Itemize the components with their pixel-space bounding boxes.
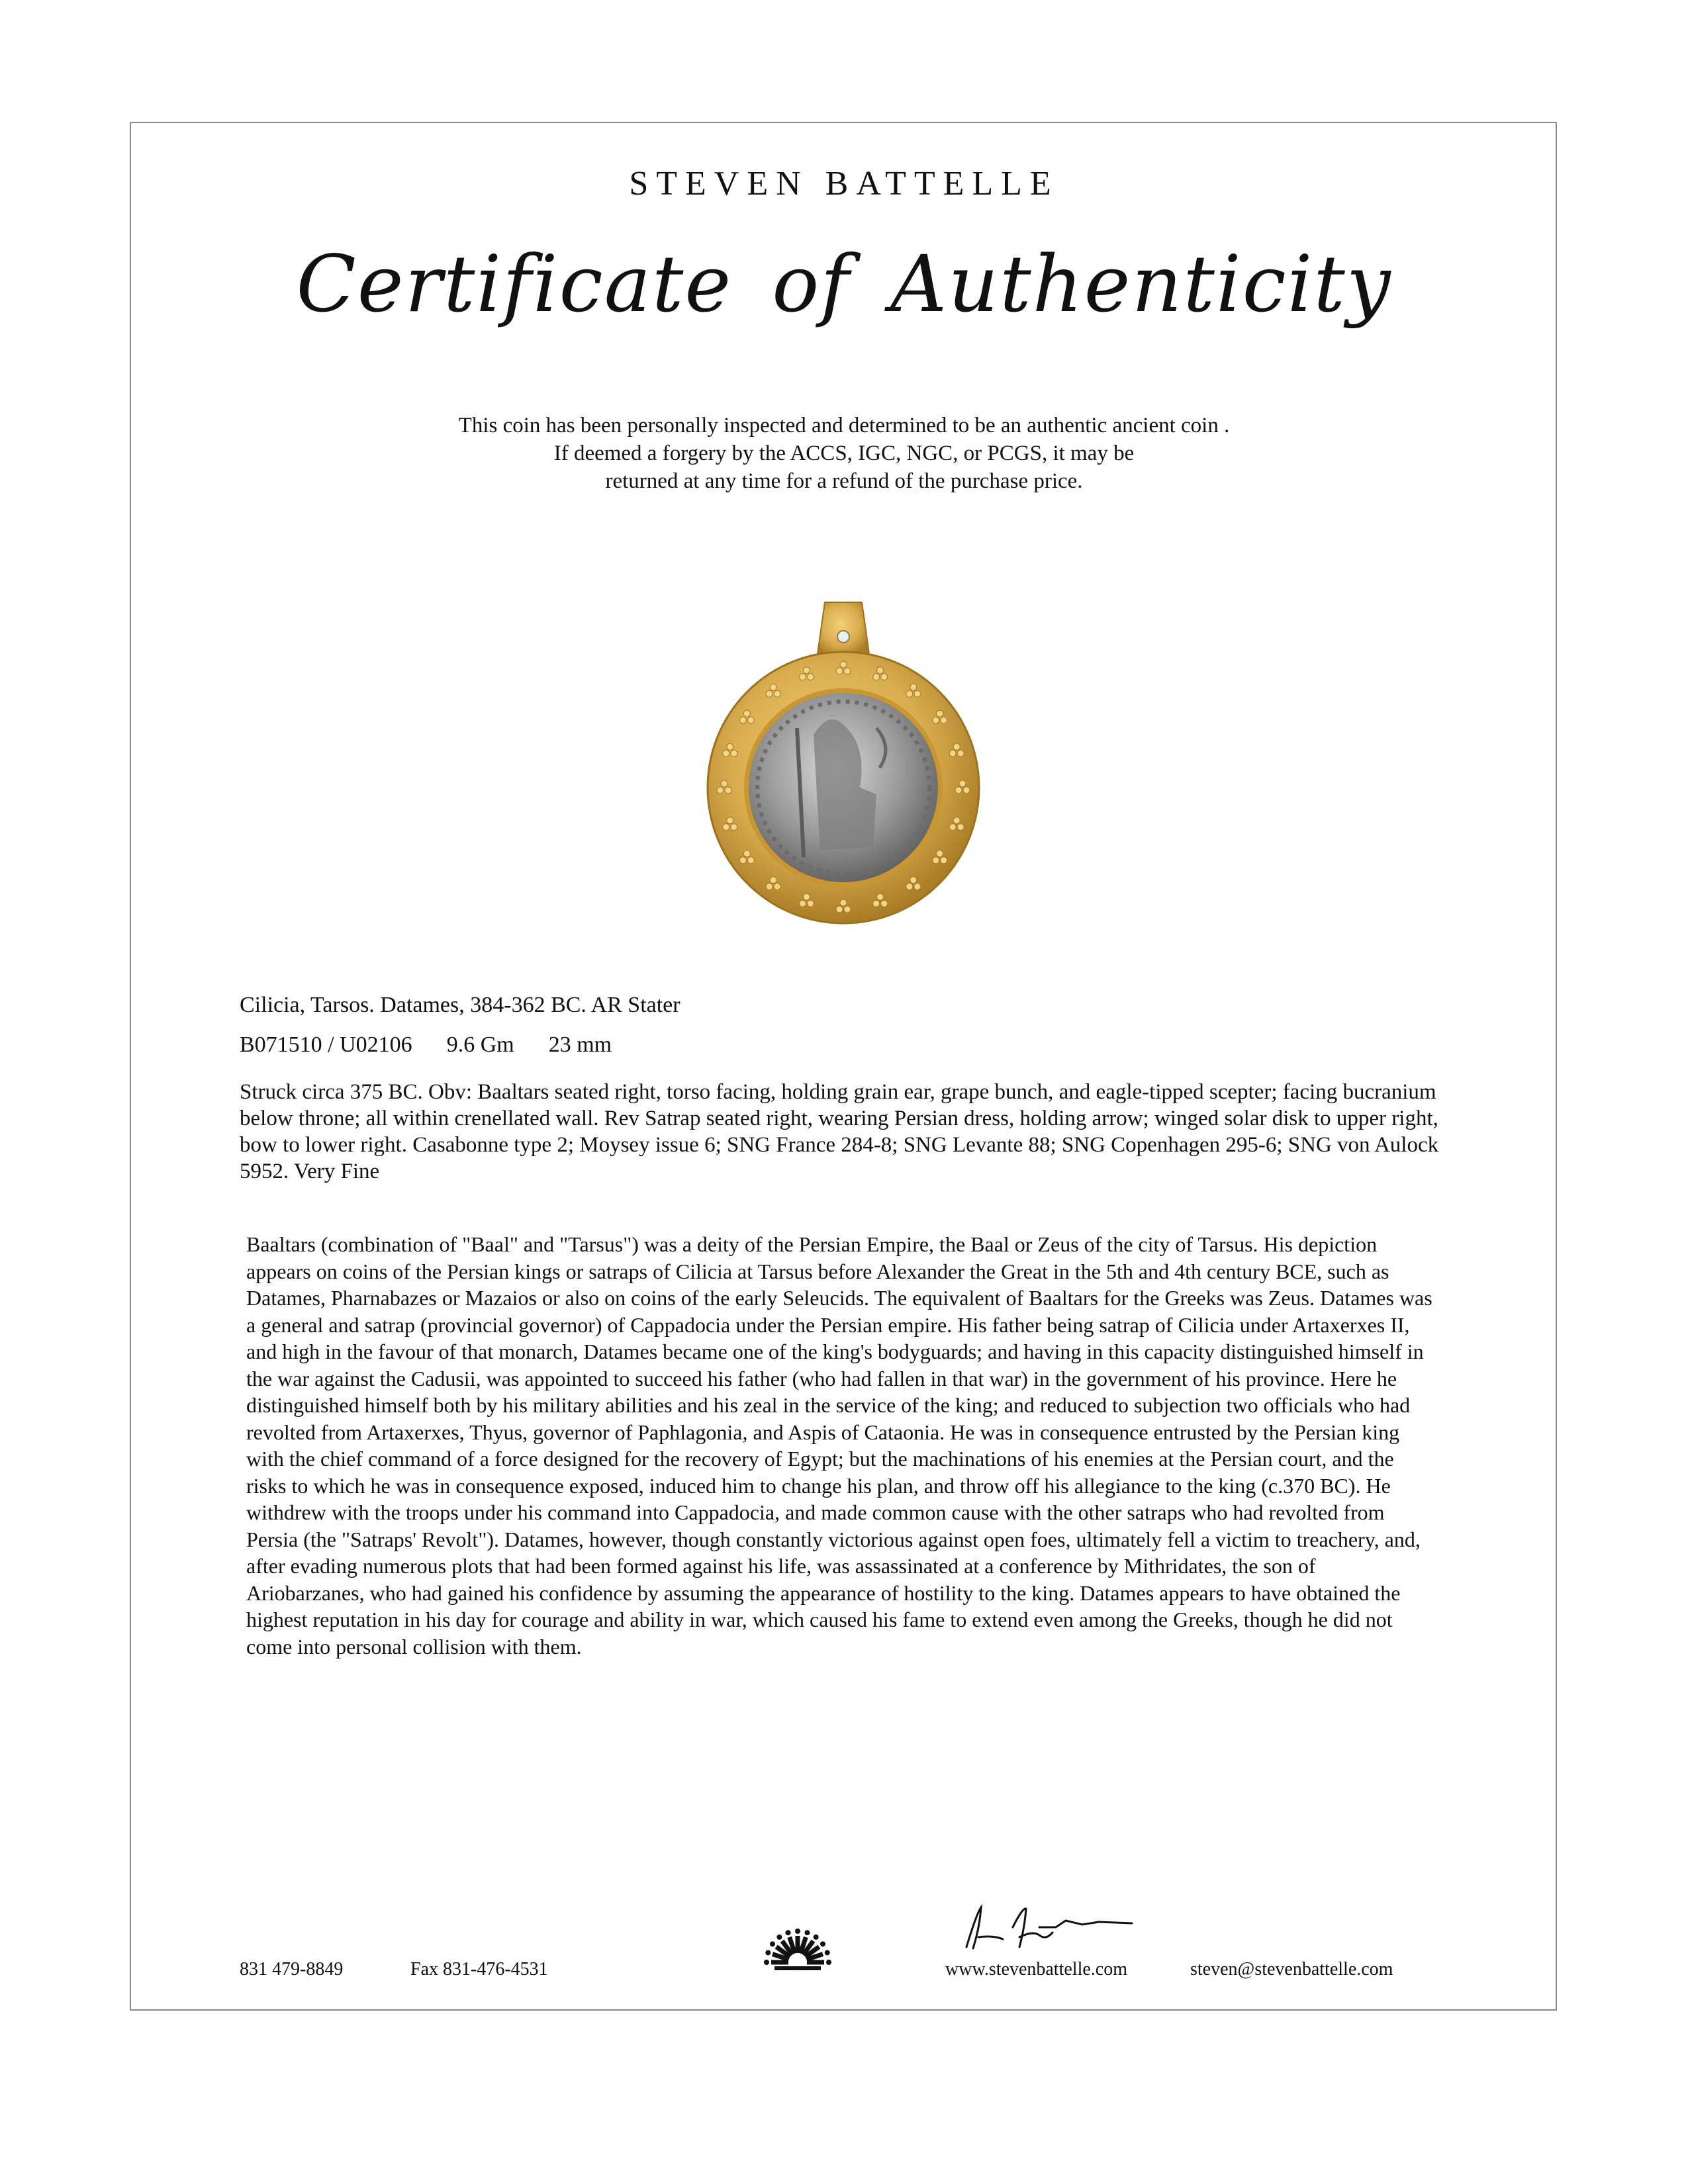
coin-sku: B071510 / U02106	[240, 1032, 412, 1057]
title-word-of: of	[772, 238, 851, 330]
title-word-authenticity: Authenticity	[890, 238, 1392, 330]
sunburst-logo-icon	[761, 1915, 834, 1974]
certificate-border	[130, 122, 1557, 2011]
footer-fax: Fax 831-476-4531	[410, 1959, 548, 1979]
guarantee-line: If deemed a forgery by the ACCS, IGC, NGC, or PCGS, it may be	[553, 441, 1135, 465]
title-word-certificate: Certificate	[296, 238, 733, 330]
guarantee-line: returned at any time for a refund of the purchase price.	[605, 469, 1083, 493]
footer-phone: 831 479-8849	[240, 1959, 344, 1979]
footer-email[interactable]: steven@stevenbattelle.com	[1190, 1959, 1393, 1979]
history-text: Baaltars (combination of "Baal" and "Tarsus") was a deity of the Persian Empire, the Baal or Zeus of the city of Tarsus. His depiction appears on coins of the Persian kings or satraps of Cilicia at Tarsus before Alexander the Great in the 5th and 4th century BCE, such as Datames, Pharnabazes or Mazaios or also on coins of the early Seleucids. The equivalent of Baaltars for the Greeks was Zeus. Datames was a general and satrap (provincial governor) of Cappadocia under the Persian empire. His father being satrap of Cilicia under Artaxerxes II, and high in the favour of that monarch, Datames became one of the king's bodyguards; and having in this capacity distinguished himself in the war against the Cadusii, was appointed to succeed his father (who had fallen in that war) in the government of his province. Here he distinguished himself both by his military abilities and his zeal in the service of the king; and reduced to subjection two officials who had revolted from Artaxerxes, Thyus, governor of Paphlagonia, and Aspis of Cataonia. He was in consequence entrusted by the Persian king with the chief command of a force designed for the recovery of Egypt; but the machinations of his enemies at the Persian court, and the risks to which he was in consequence exposed, induced him to change his plan, and throw off his allegiance to the king (c.370 BC). He withdrew with the troops under his command into Cappadocia, and made common cause with the other satraps who had revolted from Persia (the "Satraps' Revolt"). Datames, however, though constantly victorious against open foes, ultimately fell a victim to treachery, and, after evading numerous plots that had been formed against his life, was assassinated at a conference by Mithridates, the son of Ariobarzanes, who had gained his confidence by assuming the appearance of hostility to the king. Datames appears to have obtained the highest reputation in his day for courage and ability in war, which caused his fame to extend even among the Greeks, though he did not come into personal collision with them.	[246, 1232, 1432, 1659]
gold-pendant-coin-icon	[678, 596, 1009, 940]
certificate-title	[0, 238, 1688, 330]
guarantee-line: This coin has been personally inspected and determined to be an authentic ancient coin .	[458, 414, 1230, 437]
coin-weight: 9.6 Gm	[446, 1032, 514, 1057]
signature-icon	[940, 1901, 1139, 1960]
coin-title: Cilicia, Tarsos. Datames, 384-362 BC. AR Stater	[240, 993, 680, 1017]
brand-name: STEVEN BATTELLE	[629, 165, 1059, 203]
guarantee-statement	[0, 412, 1688, 495]
coin-description: Struck circa 375 BC. Obv: Baaltars seated right, torso facing, holding grain ear, grape bunch, and eagle-tipped scepter; facing bucranium below throne; all within crenellated wall. Rev Satrap seated right, wearing Persian dress, holding arrow; winged solar disk to upper right, bow to lower right. Casabonne type 2; Moysey issue 6; SNG France 284-8; SNG Levante 88; SNG Copenhagen 295-6; SNG von Aulock 5952. Very Fine	[240, 1080, 1439, 1183]
coin-diameter: 23 mm	[548, 1032, 612, 1057]
coin-meta	[240, 1032, 646, 1058]
footer-website[interactable]: www.stevenbattelle.com	[945, 1959, 1127, 1979]
